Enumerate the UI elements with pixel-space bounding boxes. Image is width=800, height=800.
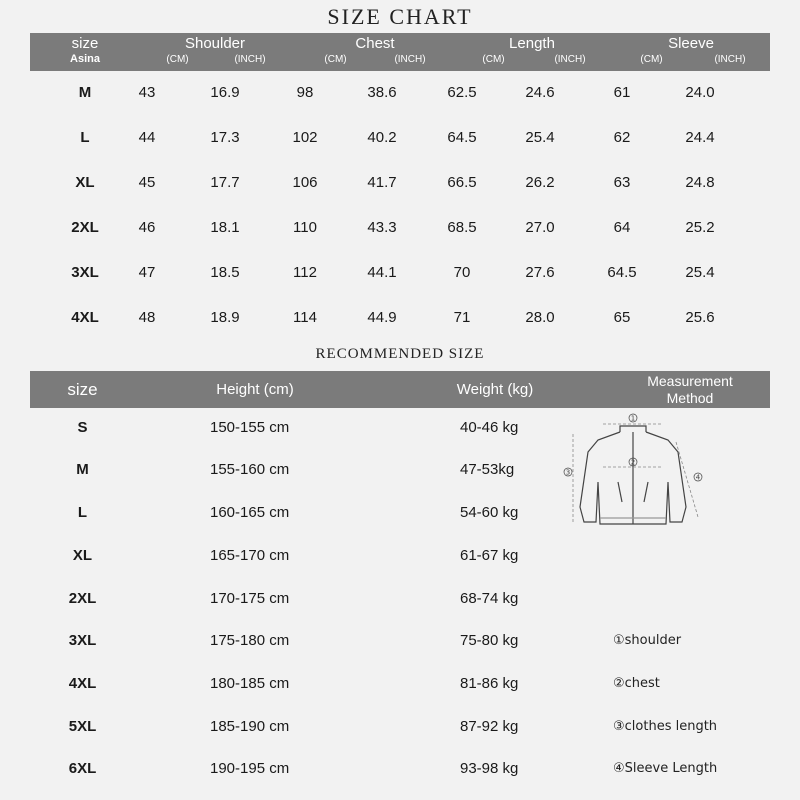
- rec-weight: 61-67 kg: [460, 547, 519, 564]
- measurement-cell: 43.3: [367, 219, 397, 236]
- rec-size-label: M: [76, 461, 89, 478]
- size-label: 2XL: [71, 219, 99, 236]
- header-unit-cm: (CM): [166, 54, 189, 65]
- diagram-marker-4: 4: [695, 473, 701, 482]
- measurement-cell: 70: [453, 264, 471, 281]
- rec-height: 150-155 cm: [210, 419, 290, 436]
- diagram-marker-2: 2: [630, 458, 636, 467]
- size-label: L: [80, 129, 90, 146]
- rec-weight: 87-92 kg: [460, 718, 519, 735]
- measurement-cell: 18.1: [210, 219, 240, 236]
- size-chart-header: [30, 33, 770, 71]
- measurement-cell: 46: [138, 219, 156, 236]
- measurement-cell: 27.0: [525, 219, 555, 236]
- recommended-row: [30, 547, 590, 567]
- measurement-cell: 26.2: [525, 174, 555, 191]
- measurement-cell: 43: [138, 84, 156, 101]
- measurement-cell: 65: [613, 309, 631, 326]
- measurement-cell: 64.5: [607, 264, 637, 281]
- recommended-size-title: RECOMMENDED SIZE: [315, 346, 485, 362]
- rec-size-label: 5XL: [68, 718, 97, 735]
- measurement-cell: 68.5: [447, 219, 477, 236]
- recommended-row: [30, 419, 590, 439]
- rec-height: 160-165 cm: [210, 504, 290, 521]
- recommended-row: [30, 718, 590, 738]
- measurement-cell: 45: [138, 174, 156, 191]
- size-label: XL: [75, 174, 95, 191]
- measurement-cell: 98: [296, 84, 314, 101]
- rec-header-size: size: [67, 380, 98, 399]
- jacket-measurement-diagram: [558, 412, 708, 542]
- measurement-cell: 44.1: [367, 264, 397, 281]
- recommended-row: [30, 632, 590, 652]
- rec-size-label: L: [77, 504, 88, 521]
- measurement-cell: 18.9: [210, 309, 240, 326]
- legend-clothes-length: ③clothes length: [613, 719, 718, 734]
- rec-size-label: 3XL: [68, 632, 97, 649]
- size-chart-row: [30, 309, 770, 329]
- measurement-cell: 47: [138, 264, 156, 281]
- header-unit-inch: (INCH): [234, 54, 266, 65]
- rec-height: 180-185 cm: [210, 675, 290, 692]
- size-label: 3XL: [71, 264, 99, 281]
- header-unit-inch: (INCH): [554, 54, 586, 65]
- rec-size-label: 2XL: [68, 590, 97, 607]
- size-label: M: [78, 84, 92, 101]
- rec-weight: 47-53kg: [460, 461, 515, 478]
- measurement-cell: 66.5: [447, 174, 477, 191]
- header-size-label: size: [71, 35, 99, 52]
- rec-weight: 54-60 kg: [460, 504, 519, 521]
- size-chart-row: [30, 219, 770, 239]
- measurement-cell: 25.4: [685, 264, 715, 281]
- rec-weight: 81-86 kg: [460, 675, 519, 692]
- rec-height: 190-195 cm: [210, 760, 290, 777]
- measurement-cell: 112: [293, 264, 317, 281]
- recommended-header: [30, 371, 770, 408]
- measurement-cell: 44: [138, 129, 156, 146]
- measurement-cell: 28.0: [525, 309, 555, 326]
- measurement-cell: 25.6: [685, 309, 715, 326]
- measurement-cell: 17.7: [210, 174, 240, 191]
- rec-header-measurement: [625, 373, 755, 407]
- size-label: 4XL: [71, 309, 99, 326]
- header-asina-label: Asina: [70, 53, 100, 65]
- recommended-row: [30, 461, 590, 481]
- measurement-cell: 114: [293, 309, 317, 326]
- measurement-cell: 61: [613, 84, 631, 101]
- rec-weight: 68-74 kg: [460, 590, 519, 607]
- header-unit-inch: (INCH): [714, 54, 746, 65]
- measurement-cell: 24.6: [525, 84, 555, 101]
- measurement-cell: 41.7: [367, 174, 397, 191]
- diagram-marker-1: 1: [630, 414, 636, 423]
- rec-height: 170-175 cm: [210, 590, 290, 607]
- measurement-cell: 25.4: [525, 129, 555, 146]
- rec-header-height: Height (cm): [216, 381, 294, 398]
- legend-shoulder: ①shoulder: [613, 633, 682, 648]
- measurement-cell: 44.9: [367, 309, 397, 326]
- rec-header-measurement-line2: Method: [666, 390, 714, 406]
- legend-chest: ②chest: [613, 676, 660, 691]
- measurement-cell: 24.4: [685, 129, 715, 146]
- measurement-cell: 106: [292, 174, 318, 191]
- measurement-cell: 25.2: [685, 219, 715, 236]
- measurement-cell: 17.3: [210, 129, 240, 146]
- diagram-marker-3: 3: [565, 468, 571, 477]
- rec-weight: 40-46 kg: [460, 419, 519, 436]
- measurement-cell: 62: [613, 129, 631, 146]
- measurement-cell: 110: [293, 219, 317, 236]
- header-unit-cm: (CM): [482, 54, 505, 65]
- rec-size-label: XL: [72, 547, 93, 564]
- measurement-cell: 40.2: [367, 129, 397, 146]
- recommended-row: [30, 504, 590, 524]
- measurement-cell: 64: [613, 219, 631, 236]
- header-unit-cm: (CM): [640, 54, 663, 65]
- measurement-cell: 27.6: [525, 264, 555, 281]
- size-chart-row: [30, 129, 770, 149]
- legend-sleeve-length: ④Sleeve Length: [613, 761, 718, 776]
- size-chart-row: [30, 174, 770, 194]
- recommended-row: [30, 590, 590, 610]
- rec-size-label: S: [77, 419, 88, 436]
- header-sleeve: Sleeve: [668, 35, 714, 52]
- measurement-cell: 64.5: [447, 129, 477, 146]
- recommended-row: [30, 760, 590, 780]
- size-chart-row: [30, 84, 770, 104]
- rec-height: 175-180 cm: [210, 632, 290, 649]
- rec-header-measurement-line1: Measurement: [647, 373, 733, 389]
- rec-size-label: 4XL: [68, 675, 97, 692]
- header-shoulder: Shoulder: [184, 35, 246, 52]
- measurement-cell: 38.6: [367, 84, 397, 101]
- rec-weight: 93-98 kg: [460, 760, 519, 777]
- header-length: Length: [509, 35, 555, 52]
- measurement-cell: 18.5: [210, 264, 240, 281]
- header-chest: Chest: [355, 35, 395, 52]
- measurement-cell: 71: [453, 309, 471, 326]
- measurement-cell: 24.0: [685, 84, 715, 101]
- rec-height: 185-190 cm: [210, 718, 290, 735]
- measurement-cell: 63: [613, 174, 631, 191]
- size-chart-row: [30, 264, 770, 284]
- measurement-cell: 102: [292, 129, 318, 146]
- measurement-cell: 62.5: [447, 84, 477, 101]
- size-chart-title: SIZE CHART: [327, 4, 473, 29]
- rec-height: 155-160 cm: [210, 461, 290, 478]
- recommended-row: [30, 675, 590, 695]
- measurement-cell: 24.8: [685, 174, 715, 191]
- header-unit-inch: (INCH): [394, 54, 426, 65]
- header-unit-cm: (CM): [324, 54, 347, 65]
- rec-height: 165-170 cm: [210, 547, 290, 564]
- measurement-cell: 48: [138, 309, 156, 326]
- rec-size-label: 6XL: [68, 760, 97, 777]
- rec-weight: 75-80 kg: [460, 632, 519, 649]
- rec-header-weight: Weight (kg): [456, 381, 534, 398]
- measurement-cell: 16.9: [210, 84, 240, 101]
